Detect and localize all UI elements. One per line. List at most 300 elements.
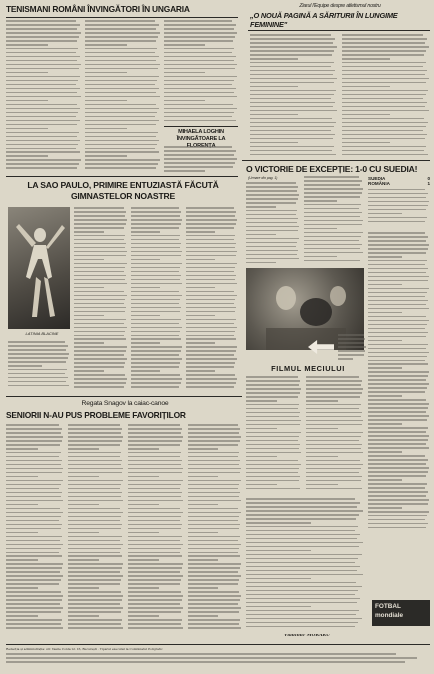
text-line <box>368 348 426 350</box>
text-line <box>85 108 159 110</box>
text-line <box>186 323 234 325</box>
text-line <box>246 230 298 232</box>
text-line <box>85 24 159 26</box>
text-line <box>368 280 428 282</box>
text-line <box>85 44 127 46</box>
text-line <box>164 80 234 82</box>
text-line <box>128 436 183 438</box>
photo-caption-text <box>338 334 366 364</box>
text-line <box>304 212 362 214</box>
text-line <box>246 464 301 466</box>
text-line <box>368 304 426 306</box>
text-line <box>368 463 426 465</box>
text-line <box>68 520 120 522</box>
text-line <box>6 144 78 146</box>
text-line <box>246 214 296 216</box>
text-line <box>246 570 357 572</box>
text-line <box>306 452 363 454</box>
headline-mihaela: MIHAELA LOGHIN ÎNVINGĂTOARE LA <box>176 129 226 142</box>
text-line <box>6 512 63 514</box>
text-line <box>131 215 180 217</box>
text-line <box>368 467 429 469</box>
text-line <box>68 611 121 613</box>
text-line <box>6 128 48 130</box>
text-line <box>68 432 121 434</box>
text-line <box>186 239 234 241</box>
text-line <box>246 436 299 438</box>
text-line <box>74 346 127 348</box>
text-line <box>128 500 183 502</box>
text-line <box>250 70 335 72</box>
text-line <box>6 567 62 569</box>
text-line <box>368 232 425 234</box>
text-line <box>368 375 428 377</box>
text-line <box>68 428 122 430</box>
victorie-col2 <box>304 176 364 266</box>
text-line <box>131 342 160 344</box>
text-line <box>68 504 99 506</box>
text-line <box>128 623 181 625</box>
text-line <box>6 92 77 94</box>
text-line <box>188 448 218 450</box>
text-line <box>6 504 38 506</box>
text-line <box>186 235 235 237</box>
text-line <box>342 154 428 156</box>
text-line <box>85 124 156 126</box>
text-line <box>6 536 62 538</box>
text-line <box>6 520 59 522</box>
rule <box>6 176 238 177</box>
text-line <box>74 338 126 340</box>
text-line <box>8 369 67 371</box>
text-line <box>246 416 299 418</box>
text-line <box>74 287 104 289</box>
text-line <box>85 136 156 138</box>
text-line <box>246 518 356 520</box>
text-line <box>186 354 234 356</box>
text-line <box>342 82 426 84</box>
text-line <box>85 96 160 98</box>
text-line <box>250 102 335 104</box>
text-line <box>128 591 181 593</box>
text-line <box>246 510 363 512</box>
text-line <box>6 595 63 597</box>
text-line <box>85 100 127 102</box>
text-line <box>8 377 68 379</box>
text-line <box>6 583 59 585</box>
text-line <box>246 400 277 402</box>
text-line <box>74 335 124 337</box>
text-line <box>6 64 81 66</box>
text-line <box>188 595 241 597</box>
text-line <box>6 661 405 663</box>
text-line <box>164 40 233 42</box>
text-line <box>246 448 299 450</box>
text-line <box>246 594 355 596</box>
tenis-col2 <box>85 20 161 172</box>
text-line <box>68 484 121 486</box>
text-line <box>368 201 429 203</box>
text-line <box>250 150 332 152</box>
text-line <box>74 350 126 352</box>
text-line <box>186 338 236 340</box>
text-line <box>246 460 298 462</box>
text-line <box>128 440 182 442</box>
text-line <box>368 427 428 429</box>
text-line <box>342 78 429 80</box>
text-line <box>246 222 297 224</box>
text-line <box>188 424 238 426</box>
text-line <box>188 508 238 510</box>
text-line <box>186 263 237 265</box>
text-line <box>246 502 360 504</box>
text-line <box>128 615 159 617</box>
text-line <box>74 299 125 301</box>
text-line <box>186 211 236 213</box>
text-line <box>6 623 61 625</box>
text-line <box>246 408 298 410</box>
text-line <box>128 476 159 478</box>
text-line <box>68 579 121 581</box>
text-line <box>164 20 232 22</box>
text-line <box>131 378 182 380</box>
text-line <box>68 599 122 601</box>
text-line <box>186 378 237 380</box>
text-line <box>342 42 425 44</box>
text-line <box>85 132 158 134</box>
text-line <box>368 300 428 302</box>
text-line <box>338 342 364 344</box>
text-line <box>6 148 76 150</box>
text-line <box>368 193 428 195</box>
text-line <box>131 259 160 261</box>
text-line <box>85 28 156 30</box>
text-line <box>368 344 428 346</box>
fotbal-logo <box>372 600 430 626</box>
text-line <box>131 335 179 337</box>
text-line <box>164 146 232 148</box>
text-line <box>74 295 127 297</box>
sao-col0 <box>8 341 70 391</box>
text-line <box>368 435 429 437</box>
text-line <box>368 336 426 338</box>
filmul-col1 <box>246 376 302 494</box>
text-line <box>85 116 155 118</box>
filmul-col2 <box>306 376 364 494</box>
text-line <box>246 602 357 604</box>
text-line <box>68 540 120 542</box>
text-line <box>188 623 239 625</box>
text-line <box>250 110 337 112</box>
text-line <box>74 279 125 281</box>
text-line <box>368 316 426 318</box>
text-line <box>131 211 181 213</box>
footer-imprint: Redacția și administrația: str. Vasile Conta nr. 16, București · Tiparul executat la Combinatul Poligrafic <box>6 647 163 651</box>
text-line <box>368 383 429 385</box>
text-line <box>131 307 181 309</box>
caption-urmare: (Urmare din pag. 1) <box>248 176 278 180</box>
text-line <box>74 382 126 384</box>
text-line <box>68 468 123 470</box>
text-line <box>131 370 160 372</box>
text-line <box>6 448 38 450</box>
byline: Vladimir MORARU <box>283 634 331 638</box>
text-line <box>164 170 205 172</box>
text-line <box>368 371 429 373</box>
text-line <box>74 370 104 372</box>
text-line <box>68 627 123 629</box>
text-line <box>6 500 63 502</box>
text-line <box>186 267 235 269</box>
text-line <box>128 555 182 557</box>
text-line <box>306 412 362 414</box>
text-line <box>250 42 333 44</box>
text-line <box>6 108 80 110</box>
text-line <box>250 46 337 48</box>
text-line <box>128 464 181 466</box>
text-line <box>188 496 239 498</box>
text-line <box>8 357 68 359</box>
text-line <box>6 159 81 161</box>
text-line <box>186 295 237 297</box>
text-line <box>68 619 122 621</box>
text-line <box>368 328 425 330</box>
text-line <box>131 354 179 356</box>
text-line <box>128 452 181 454</box>
text-line <box>368 312 402 314</box>
text-line <box>68 476 99 478</box>
text-line <box>68 532 99 534</box>
text-line <box>188 607 241 609</box>
text-line <box>128 428 182 430</box>
text-line <box>304 200 337 202</box>
text-line <box>186 291 234 293</box>
text-line <box>368 487 425 489</box>
text-line <box>74 283 127 285</box>
text-line <box>306 380 362 382</box>
text-line <box>74 315 104 317</box>
text-line <box>164 24 236 26</box>
text-line <box>128 508 180 510</box>
text-line <box>131 331 180 333</box>
text-line <box>131 247 180 249</box>
rule <box>164 126 238 127</box>
text-line <box>128 627 183 629</box>
text-line <box>368 499 429 501</box>
text-line <box>6 56 80 58</box>
text-line <box>342 54 424 56</box>
text-line <box>131 271 179 273</box>
text-line <box>85 167 156 169</box>
text-line <box>128 472 182 474</box>
text-line <box>368 209 426 211</box>
text-line <box>306 416 361 418</box>
text-line <box>306 400 338 402</box>
regata-col1 <box>6 424 64 632</box>
text-line <box>306 424 362 426</box>
text-line <box>74 207 124 209</box>
text-line <box>68 496 121 498</box>
text-line <box>74 271 124 273</box>
text-line <box>188 548 239 550</box>
text-line <box>246 432 301 434</box>
text-line <box>186 287 215 289</box>
text-line <box>74 374 125 376</box>
text-line <box>6 163 79 165</box>
text-line <box>186 303 234 305</box>
text-line <box>128 567 182 569</box>
text-line <box>6 472 62 474</box>
headline-sao-paulo: LA SAO PAULO, PRIMIRE ENTUZIASTĂ FĂCUTĂ GIMNASTELOR NOASTRE <box>27 180 219 201</box>
text-line <box>342 130 423 132</box>
text-line <box>128 575 183 577</box>
text-line <box>131 223 181 225</box>
text-line <box>131 243 181 245</box>
text-line <box>6 84 76 86</box>
text-line <box>131 382 181 384</box>
text-line <box>250 142 298 144</box>
text-line <box>306 440 359 442</box>
text-line <box>246 484 277 486</box>
text-line <box>186 207 234 209</box>
text-line <box>131 239 179 241</box>
text-line <box>131 287 160 289</box>
text-line <box>85 52 155 54</box>
text-line <box>304 232 363 234</box>
text-line <box>6 508 60 510</box>
text-line <box>188 488 238 490</box>
fotbal-logo-text: FOTBAL mondiale <box>375 603 404 619</box>
text-line <box>368 415 429 417</box>
text-line <box>250 106 333 108</box>
text-line <box>128 516 181 518</box>
text-line <box>368 252 426 254</box>
text-line <box>6 540 60 542</box>
text-line <box>164 112 234 114</box>
text-line <box>131 386 179 388</box>
text-line <box>368 248 428 250</box>
text-line <box>368 288 429 290</box>
text-line <box>6 480 63 482</box>
text-line <box>6 528 61 530</box>
text-line <box>246 498 355 500</box>
text-line <box>188 464 239 466</box>
text-line <box>74 378 127 380</box>
headline-regata: Regata Snagov la caiac-canoe <box>81 400 169 407</box>
text-line <box>250 34 331 36</box>
text-line <box>246 210 297 212</box>
text-line <box>246 550 311 552</box>
text-line <box>368 391 425 393</box>
headline-tenis: TENISMANI ROMÂNI ÎNVINGĂTORI ÎN UNGARIA <box>6 4 190 14</box>
text-line <box>250 98 331 100</box>
text-line <box>250 86 298 88</box>
text-line <box>68 448 99 450</box>
text-line <box>164 36 235 38</box>
text-line <box>186 243 236 245</box>
text-line <box>342 94 426 96</box>
text-line <box>188 476 218 478</box>
text-line <box>368 240 426 242</box>
text-line <box>368 276 429 278</box>
text-line <box>128 512 183 514</box>
text-line <box>68 615 99 617</box>
text-line <box>246 566 360 568</box>
text-line <box>186 255 236 257</box>
text-line <box>246 384 299 386</box>
text-line <box>68 508 120 510</box>
headline-filmul: FILMUL MECIULUI <box>271 364 345 373</box>
text-line <box>85 120 159 122</box>
text-line <box>368 264 425 266</box>
text-line <box>128 460 182 462</box>
text-line <box>342 106 425 108</box>
text-line <box>131 255 181 257</box>
text-line <box>342 110 429 112</box>
text-line <box>68 548 121 550</box>
text-line <box>304 256 337 258</box>
text-line <box>131 374 180 376</box>
text-line <box>342 70 427 72</box>
text-line <box>128 532 159 534</box>
text-line <box>74 263 127 265</box>
text-line <box>250 138 333 140</box>
text-line <box>6 440 62 442</box>
text-line <box>85 104 156 106</box>
text-line <box>368 475 426 477</box>
text-line <box>6 40 77 42</box>
text-line <box>342 150 424 152</box>
text-line <box>306 484 338 486</box>
tenis-col3 <box>164 20 238 124</box>
text-line <box>6 552 59 554</box>
text-line <box>6 492 62 494</box>
text-line <box>186 342 215 344</box>
text-line <box>128 552 180 554</box>
text-line <box>128 520 180 522</box>
text-line <box>250 122 336 124</box>
text-line <box>164 48 234 50</box>
text-line <box>85 32 160 34</box>
text-line <box>6 44 48 46</box>
text-line <box>85 84 155 86</box>
text-line <box>246 472 298 474</box>
text-line <box>186 382 236 384</box>
text-line <box>246 488 300 490</box>
text-line <box>128 599 182 601</box>
sao-col2 <box>131 207 183 391</box>
text-line <box>250 78 337 80</box>
text-line <box>368 419 427 421</box>
text-line <box>368 189 425 191</box>
text-line <box>368 205 428 207</box>
text-line <box>85 48 157 50</box>
text-line <box>6 452 61 454</box>
text-line <box>188 567 240 569</box>
text-line <box>186 247 235 249</box>
text-line <box>131 251 182 253</box>
text-line <box>368 236 428 238</box>
text-line <box>246 396 298 398</box>
tenis-col1 <box>6 20 82 172</box>
text-line <box>368 268 428 270</box>
text-line <box>164 162 235 164</box>
text-line <box>306 384 361 386</box>
text-line <box>304 216 360 218</box>
text-line <box>6 611 61 613</box>
text-line <box>246 238 299 240</box>
text-line <box>368 292 427 294</box>
